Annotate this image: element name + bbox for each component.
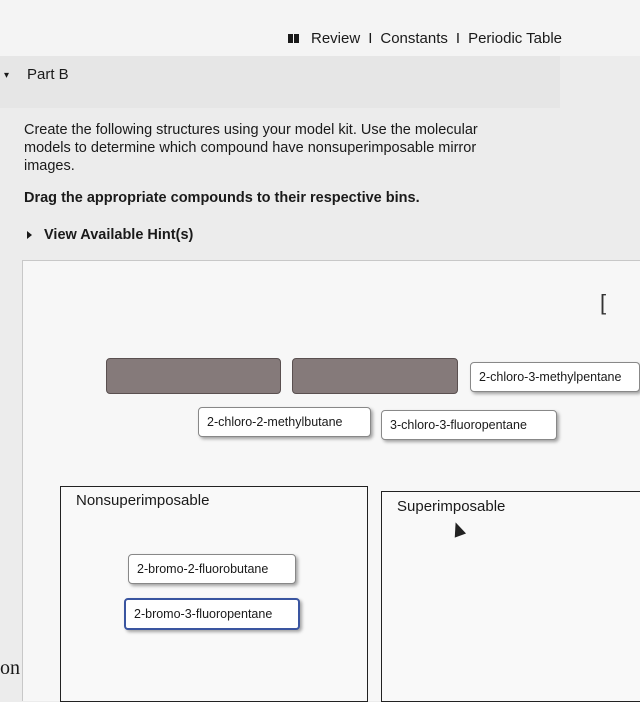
review-link[interactable]: Review: [311, 30, 361, 47]
chip-3-chloro-3-fluoropentane[interactable]: 3-chloro-3-fluoropentane: [381, 410, 557, 440]
book-icon: [288, 34, 299, 43]
collapse-icon[interactable]: ▾: [4, 70, 10, 81]
caret-right-icon: [27, 231, 32, 239]
nonsuperimposable-label: Nonsuperimposable: [76, 492, 210, 509]
nonsuperimposable-bin[interactable]: [60, 486, 368, 702]
chip-2-bromo-3-fluoropentane[interactable]: 2-bromo-3-fluoropentane: [124, 598, 300, 630]
drag-instructions: Drag the appropriate compounds to their respective bins.: [24, 190, 420, 206]
chip-2-chloro-3-methylpentane[interactable]: 2-chloro-3-methylpentane: [470, 362, 640, 392]
hints-label: View Available Hint(s): [44, 227, 194, 243]
separator: I: [455, 30, 461, 47]
edge-text: on: [0, 657, 20, 679]
superimposable-bin[interactable]: [381, 491, 640, 702]
reset-icon[interactable]: [: [600, 290, 607, 315]
hints-toggle[interactable]: [27, 227, 193, 243]
part-title: Part B: [27, 66, 69, 83]
empty-chip-slot: [106, 358, 281, 394]
chip-2-bromo-2-fluorobutane[interactable]: 2-bromo-2-fluorobutane: [128, 554, 296, 584]
resource-links: [288, 30, 562, 47]
chip-2-chloro-2-methylbutane[interactable]: 2-chloro-2-methylbutane: [198, 407, 371, 437]
part-header[interactable]: [0, 56, 560, 108]
instructions-text: Create the following structures using your model kit. Use the molecular models to determine which compound have nonsuperimposable mirror images.: [24, 122, 478, 174]
superimposable-label: Superimposable: [397, 498, 506, 515]
separator: I: [368, 30, 373, 47]
periodic-table-link[interactable]: Periodic Table: [468, 30, 563, 47]
constants-link[interactable]: Constants: [380, 30, 448, 47]
empty-chip-slot: [292, 358, 458, 394]
top-bar: [0, 0, 640, 56]
